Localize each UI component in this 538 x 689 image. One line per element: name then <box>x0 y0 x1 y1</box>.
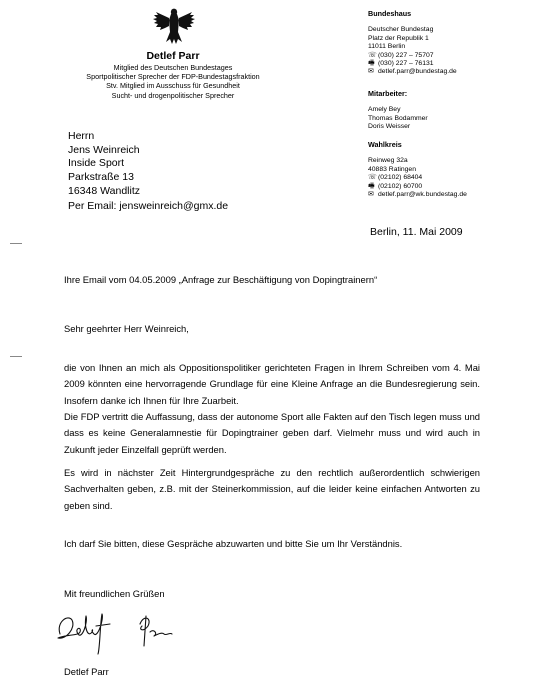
subject-line: Ihre Email vom 04.05.2009 „Anfrage zur Beschäftigung von Dopingtrainern“ <box>64 274 378 285</box>
closing: Mit freundlichen Grüßen <box>64 588 165 599</box>
sender-role: Stv. Mitglied im Ausschuss für Gesundheit <box>106 81 240 91</box>
recipient-company: Inside Sport <box>68 157 125 170</box>
constituency-heading: Wahlkreis <box>368 140 402 149</box>
salutation: Sehr geehrter Herr Weinreich, <box>64 323 189 334</box>
phone-icon: ☏ <box>368 51 377 59</box>
sender-roles <box>70 63 276 100</box>
fax-icon: 🖷 <box>368 60 375 68</box>
recipient-city: 16348 Wandlitz <box>68 184 140 197</box>
sender-role: Sportpolitischer Sprecher der FDP-Bundestagsfraktion <box>86 72 260 82</box>
punch-mark <box>10 356 22 357</box>
staff-block <box>368 90 533 132</box>
staff-name: Doris Weisser <box>368 123 411 131</box>
letter-date: Berlin, 11. Mai 2009 <box>370 226 463 238</box>
constituency-block <box>368 141 533 199</box>
address-line: Deutscher Bundestag <box>368 26 434 34</box>
body-paragraph: Es wird in nächster Zeit Hintergrundgespräche zu den rechtlich außerordentlich schwierigen Sachverhalten geben, z.B. mit der Steinerkommission, auf die leider keine einfachen Antworten zu geben sind. <box>64 467 480 511</box>
recipient-salutation: Herrn <box>68 130 95 142</box>
address-line: 11011 Berlin <box>368 43 406 51</box>
recipient-email: Per Email: jensweinreich@gmx.de <box>68 200 229 212</box>
bundeshaus-block <box>368 10 533 77</box>
email-address[interactable]: detlef.parr@wk.bundestag.de <box>378 191 467 199</box>
recipient-address <box>68 130 140 199</box>
staff-name: Amely Bey <box>368 106 401 114</box>
email-address[interactable]: detlef.parr@bundestag.de <box>378 68 457 76</box>
handwritten-signature <box>54 604 174 656</box>
address-line: Platz der Republik 1 <box>368 34 429 42</box>
address-line: Reinweg 32a <box>368 157 408 165</box>
body-paragraph: die von Ihnen an mich als Oppositionspolitiker gerichteten Fragen in Ihrem Schreiben vom 4. Mai 2009 könnten eine hervorragende Grundlage für eine Kleine Anfrage an die Bundesregierung sein. Insofern danke ich Ihnen für Ihre Zuarbeit. <box>64 362 480 406</box>
recipient-street: Parkstraße 13 <box>68 171 134 184</box>
phone-number: (030) 227 – 75707 <box>378 51 434 59</box>
recipient-name: Jens Weinreich <box>68 143 140 156</box>
body-paragraph: Die FDP vertritt die Auffassung, dass der autonome Sport alle Fakten auf den Tisch legen muss und dass es keine Generalamnestie für Dopingtrainer geben darf. Vielmehr muss und wird auch in Zukunft jeder Einzelfall geprüft werden. <box>64 411 480 455</box>
bundeshaus-heading: Bundeshaus <box>368 9 412 18</box>
federal-eagle-icon <box>152 6 196 46</box>
email-icon: ✉ <box>368 191 374 199</box>
body-paragraph: Ich darf Sie bitten, diese Gespräche abzuwarten und bitte Sie um Ihr Verständnis. <box>64 538 403 549</box>
staff-heading: Mitarbeiter: <box>368 89 408 98</box>
email-icon: ✉ <box>368 68 374 76</box>
staff-name: Thomas Bodammer <box>368 114 428 122</box>
fax-icon: 🖷 <box>368 182 375 190</box>
fax-number: (030) 227 – 76131 <box>378 60 434 68</box>
phone-icon: ☏ <box>368 174 377 182</box>
fold-mark <box>10 243 22 244</box>
sender-role: Mitglied des Deutschen Bundestages <box>113 63 233 72</box>
address-line: 40883 Ratingen <box>368 165 416 173</box>
signer-name: Detlef Parr <box>64 666 109 677</box>
phone-number: (02102) 68404 <box>378 174 423 182</box>
fax-number: (02102) 60700 <box>378 182 423 190</box>
sender-name: Detlef Parr <box>146 50 200 62</box>
sender-role: Sucht- und drogenpolitischer Sprecher <box>111 90 235 100</box>
